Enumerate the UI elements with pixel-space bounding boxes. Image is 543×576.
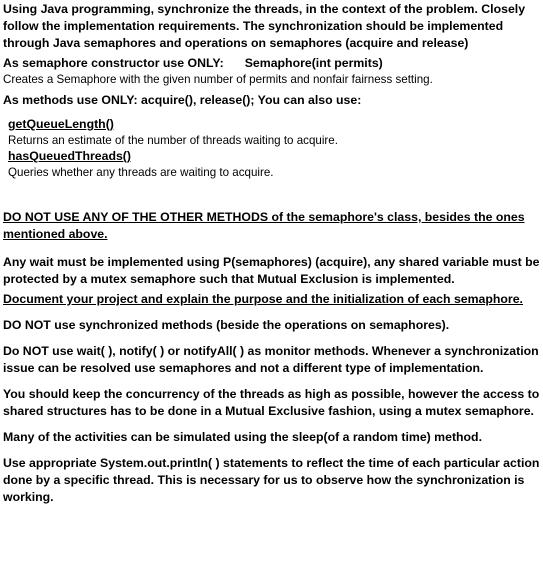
- constructor-value: Semaphore(int permits): [244, 56, 383, 70]
- method-has-queued-threads-description: Queries whether any threads are waiting to acquire.: [8, 166, 274, 179]
- intro-paragraph: Using Java programming, synchronize the threads, in the context of the problem. Closely follow the implementation requirements. The synchronization should be implemented through Java semaphores and operations on semaphores (acquire and release): [3, 2, 526, 50]
- println-paragraph: Use appropriate System.out.println( ) statements to reflect the time of each particular action done by a specific thread. This is necessary for us to observe how the synchronization is working.: [3, 456, 540, 504]
- method-get-queue-length: getQueueLength(): [8, 117, 114, 131]
- constructor-label: As semaphore constructor use ONLY:: [3, 56, 224, 70]
- assignment-document: [3, 1, 541, 506]
- methods-rule: As methods use ONLY: acquire(), release(); You can also use:: [3, 93, 362, 107]
- sleep-paragraph: Many of the activities can be simulated using the sleep(of a random time) method.: [3, 430, 482, 444]
- method-get-queue-length-description: Returns an estimate of the number of threads waiting to acquire.: [8, 134, 338, 147]
- no-wait-notify-paragraph: Do NOT use wait( ), notify( ) or notifyAll( ) as monitor methods. Whenever a synchronization issue can be resolved use semaphores and not a different type of implementation.: [3, 344, 539, 375]
- no-synchronized-paragraph: DO NOT use synchronized methods (beside the operations on semaphores).: [3, 318, 450, 332]
- constructor-rule: [3, 55, 541, 72]
- warning-paragraph: DO NOT USE ANY OF THE OTHER METHODS of the semaphore's class, besides the ones mentioned above.: [3, 210, 525, 241]
- concurrency-paragraph: You should keep the concurrency of the threads as high as possible, however the access to shared structures has to be done in a Mutual Exclusive fashion, using a mutex semaphore.: [3, 387, 540, 418]
- method-has-queued-threads: hasQueuedThreads(): [8, 149, 131, 163]
- constructor-description: Creates a Semaphore with the given number of permits and nonfair fairness setting.: [3, 73, 433, 86]
- wait-rule-paragraph: Any wait must be implemented using P(semaphores) (acquire), any shared variable must be protected by a mutex semaphore such that Mutual Exclusion is implemented.: [3, 255, 540, 286]
- document-rule-paragraph: Document your project and explain the purpose and the initialization of each semaphore.: [3, 292, 523, 306]
